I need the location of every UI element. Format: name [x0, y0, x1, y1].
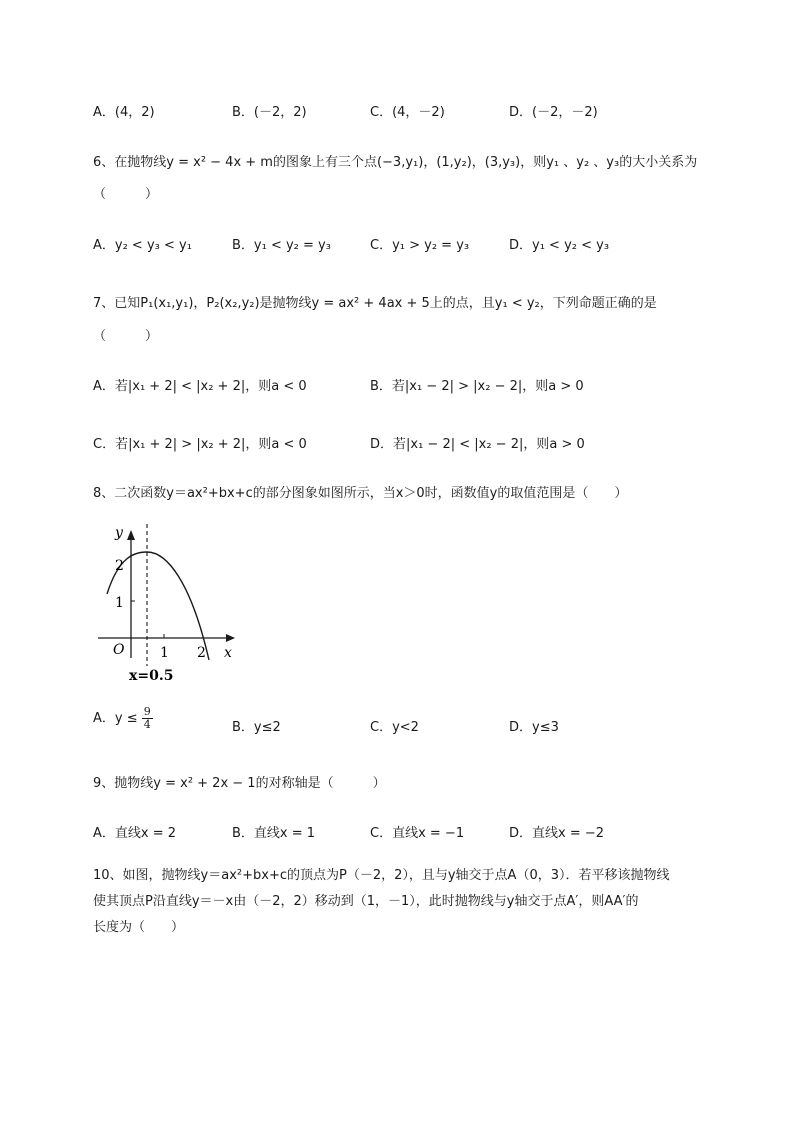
- q6-stem: 6、在抛物线y = x² − 4x + m的图象上有三个点(−3,y₁)，(1,y₂)，(3,y₃)，则y₁ 、y₂ 、y₃的大小关系为: [93, 155, 698, 170]
- fraction-denominator: 4: [143, 718, 151, 731]
- q5-option-a[interactable]: A．(4，2): [93, 105, 155, 120]
- q5-option-c[interactable]: C．(4，－2): [370, 105, 445, 120]
- q8-option-c[interactable]: C．y<2: [370, 720, 419, 735]
- q8-stem: 8、二次函数y＝ax²+bx+c的部分图象如图所示，当x＞0时，函数值y的取值范围是（ ）: [93, 486, 628, 501]
- q7-option-d[interactable]: D．若|x₁ − 2| < |x₂ − 2|，则a > 0: [370, 437, 585, 452]
- q9-stem: 9、抛物线y = x² + 2x − 1的对称轴是（ ）: [93, 776, 386, 791]
- symmetry-line-label: x=0.5: [129, 668, 174, 684]
- q8-parabola-graph: [93, 518, 243, 688]
- y-tick-label-1: 1: [115, 595, 124, 611]
- q7-option-b[interactable]: B．若|x₁ − 2| > |x₂ − 2|，则a > 0: [370, 379, 584, 394]
- q6-option-c[interactable]: C．y₁ > y₂ = y₃: [370, 238, 470, 253]
- q10-line-1: 10、如图，抛物线y＝ax²+bx+c的顶点为P（－2，2），且与y轴交于点A（0，3）．若平移该抛物线: [93, 868, 670, 883]
- q10-line-2: 使其顶点P沿直线y＝－x由（－2，2）移动到（1，－1），此时抛物线与y轴交于点A′，则AA′的: [93, 894, 639, 909]
- origin-label: O: [113, 642, 125, 658]
- y-axis-arrow-icon: [127, 530, 135, 540]
- q6-option-a[interactable]: A．y₂ < y₃ < y₁: [93, 238, 192, 253]
- q9-option-c[interactable]: C．直线x = −1: [370, 826, 465, 841]
- x-tick-label-2: 2: [197, 645, 206, 661]
- y-axis-label: y: [115, 525, 123, 541]
- q5-option-b[interactable]: B．(－2，2): [232, 105, 307, 120]
- q6-answer-blank: （ ）: [93, 187, 159, 202]
- q8-option-a-prefix: A．y ≤: [93, 711, 138, 726]
- q6-option-b[interactable]: B．y₁ < y₂ = y₃: [232, 238, 331, 253]
- q9-option-d[interactable]: D．直线x = −2: [509, 826, 605, 841]
- x-axis-arrow-icon: [226, 634, 235, 642]
- q6-option-d[interactable]: D．y₁ < y₂ < y₃: [509, 238, 610, 253]
- q8-option-d[interactable]: D．y≤3: [509, 720, 559, 735]
- q7-stem: 7、已知P₁(x₁,y₁)，P₂(x₂,y₂)是抛物线y = ax² + 4ax + 5上的点，且y₁ < y₂，下列命题正确的是: [93, 296, 657, 311]
- y-tick-label-2: 2: [115, 558, 124, 574]
- q7-option-a[interactable]: A．若|x₁ + 2| < |x₂ + 2|，则a < 0: [93, 379, 307, 394]
- fraction-numerator: 9: [143, 705, 151, 718]
- q10-line-3: 长度为（ ）: [93, 920, 185, 935]
- q7-answer-blank: （ ）: [93, 329, 159, 344]
- q8-option-a[interactable]: [93, 706, 153, 731]
- q7-option-c[interactable]: C．若|x₁ + 2| > |x₂ + 2|，则a < 0: [93, 437, 307, 452]
- q8-option-b[interactable]: B．y≤2: [232, 720, 281, 735]
- q9-option-a[interactable]: A．直线x = 2: [93, 826, 177, 841]
- x-tick-label-1: 1: [160, 645, 169, 661]
- q9-option-b[interactable]: B．直线x = 1: [232, 826, 316, 841]
- x-axis-label: x: [224, 645, 232, 661]
- q5-option-d[interactable]: D．(－2，－2): [509, 105, 598, 120]
- q8-option-a-fraction: [142, 706, 153, 731]
